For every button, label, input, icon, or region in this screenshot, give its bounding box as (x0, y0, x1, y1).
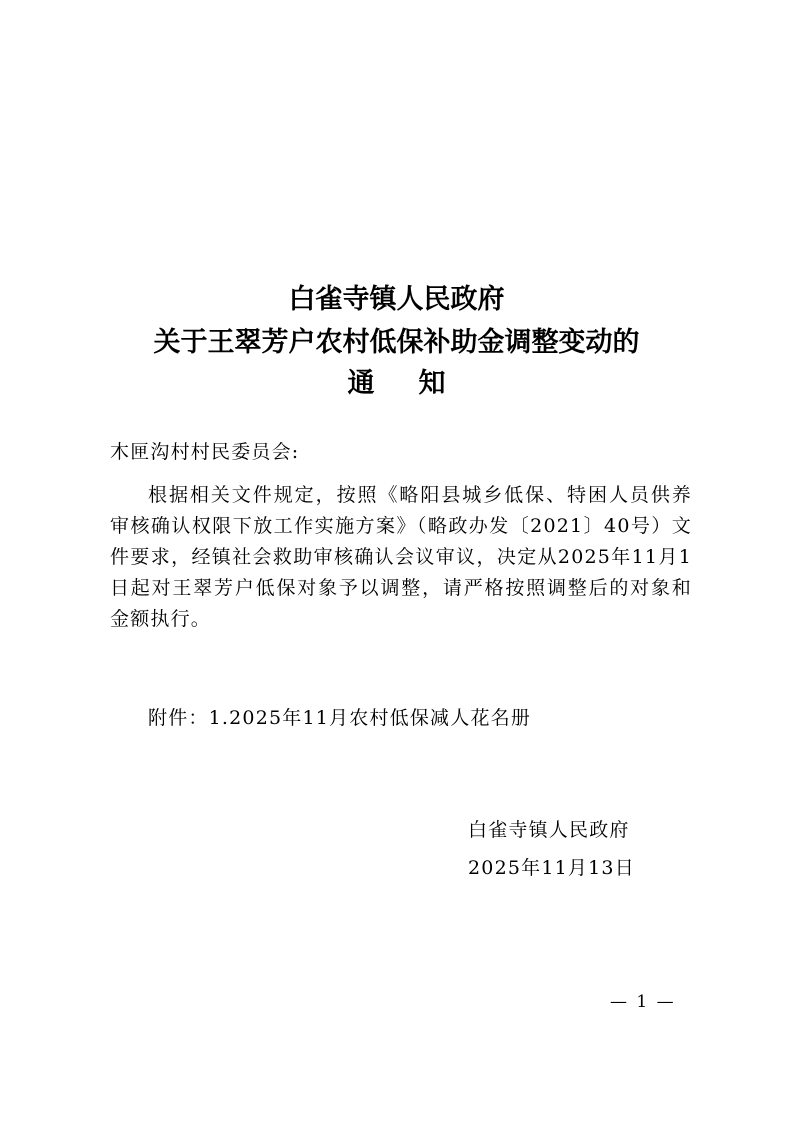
issue-date: 2025年11月13日 (468, 857, 635, 879)
attachment-line: 附件：1.2025年11月农村低保减人花名册 (148, 707, 532, 729)
page-number: — 1 — (610, 992, 676, 1012)
addressee: 木匣沟村村民委员会: (110, 441, 300, 463)
body-paragraph: 根据相关文件规定，按照《略阳县城乡低保、特困人员供养审核确认权限下放工作实施方案》（略政办发〔2021〕40号）文件要求，经镇社会救助审核确认会议审议，决定从2025年11月1日起对王翠芳户低保对象予以调整，请严格按照调整后的对象和金额执行。 (110, 484, 692, 630)
title-char-tong: 通 (347, 368, 375, 399)
title-char-zhi: 知 (418, 368, 446, 399)
document-title-line-3 (0, 366, 793, 402)
document-title-line-2: 关于王翠芳户农村低保补助金调整变动的 (153, 327, 640, 358)
document-title-line-1: 白雀寺镇人民政府 (288, 284, 505, 315)
signer: 白雀寺镇人民政府 (468, 819, 630, 841)
